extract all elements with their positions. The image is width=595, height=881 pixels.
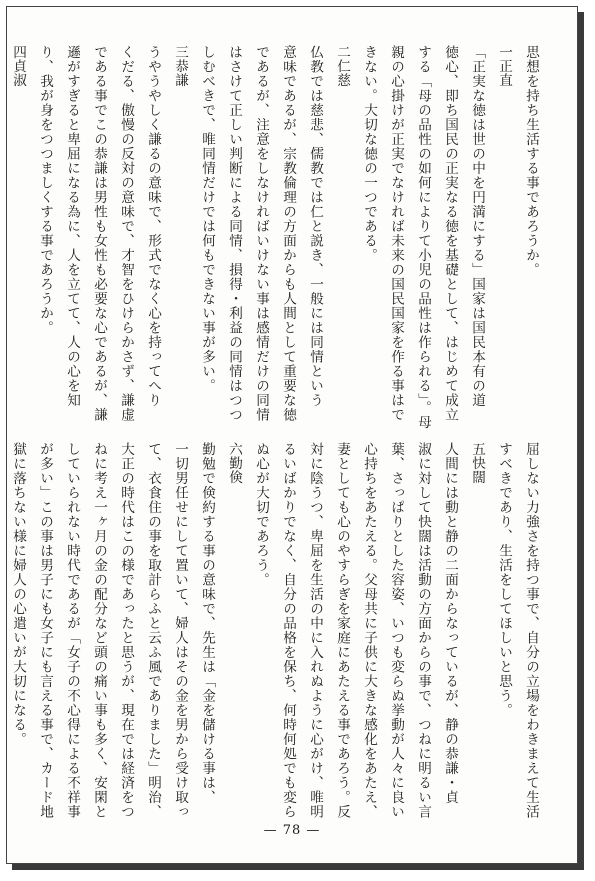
text-column: ぬ心が大切であろう。 (253, 442, 269, 587)
text-column: 意味であるが、宗教倫理の方面からも人間として重要な徳 (280, 45, 296, 422)
section-heading: 五快闊 (469, 442, 485, 485)
text-column: 人間には動と静の二面からなっているが、静の恭謙・貞 (442, 442, 458, 805)
text-column: 一切男任せにして置いて、婦人はその金を男から受け取っ (172, 442, 188, 819)
text-column: 妻としても心のやすらぎを家庭にあたえる事であろう。反 (334, 442, 350, 819)
text-column: 心持ちをあたえる。父母共に子供に大きな感化をあたえ、 (361, 442, 377, 819)
text-column: 徳心、即ち国民の正実なる徳を基礎として、はじめて成立 (442, 45, 458, 422)
text-column: 大正の時代はこの様であったと思うが、現在では経済をつ (118, 442, 134, 819)
text-column: て、衣食住の事を取計らふと云ふ風でありました」明治、 (145, 442, 161, 819)
text-column: 屈しない力強さを持つ事で、自分の立場をわきまえて生活 (523, 442, 539, 819)
text-column: 淑に対して快闊は活動の方面からの事で、つねに明るい言 (415, 442, 431, 819)
text-column (0, 45, 4, 395)
text-column: 葉、さっぱりとした容姿、いつも変らぬ挙動が人々に良い (388, 442, 404, 819)
text-column: 親の心掛けが正実でなければ未来の国民国家を作る事はで (388, 45, 404, 422)
section-heading: 一正直 (496, 45, 512, 88)
text-column: ねに考え一ヶ月の金の配分など頭の痛い事も多く、安閑と (91, 442, 107, 819)
text-column: 遜がすぎると卑屈になる為に、人を立てて、人の心を知 (64, 45, 80, 408)
text-column: していられない時代であるが「女子の不心得による不祥事 (64, 442, 80, 819)
text-column: るいばかりでなく、自分の品格を保ち、何時何処でも変ら (280, 442, 296, 819)
text-column: が多い」この事は男子にも女子にも言える事で、カード地 (37, 442, 53, 819)
text-column: する「母の品性の如何によりて小児の品性は作られる」。母 (415, 45, 431, 430)
text-column: 勤勉で倹約する事の意味で、先生は「金を儲ける事は、 (199, 442, 215, 805)
text-column: であるが、注意をしなければいけない事は感情だけの同情 (253, 45, 269, 422)
text-column: すべきであり、生活をしてほしいと思う。 (496, 442, 512, 718)
section-heading: 六勤倹 (226, 442, 242, 485)
page-number: — 78 — (263, 823, 321, 838)
document-page (6, 6, 578, 864)
text-column: り、我が身をつつましくする事であろうか。 (37, 45, 53, 335)
text-column: くだる、傲慢の反対の意味で、才智をひけらかさず、謙虚 (118, 45, 134, 422)
text-column: である事でこの恭謙は男性も女性も必要な心であるが、謙 (91, 45, 107, 422)
text-column: 「正実な徳は世の中を円満にする」国家は国民本有の道 (469, 45, 485, 408)
text-column: 思想を持ち生活する事であろうか。 (523, 45, 539, 277)
section-heading: 四貞淑 (10, 45, 26, 88)
section-heading: 三恭謙 (172, 45, 188, 88)
text-column: うやうやしく謙るの意味で、形式でなく心を持ってへり (145, 45, 161, 408)
text-column: しむべきで、唯同情だけでは何もできない事が多い。 (199, 45, 215, 393)
text-column: 獄に落ちない様に婦人の心遣いが大切になる。 (10, 442, 26, 747)
text-block-top (0, 45, 544, 430)
text-block-bottom (0, 442, 544, 819)
text-column: はさけて正しい判断による同情、損得・利益の同情はつつ (226, 45, 242, 422)
text-column: 仏教では慈悲、儒教では仁と説き、一般には同情という (307, 45, 323, 408)
text-column: きない。大切な徳の一つである。 (361, 45, 377, 263)
text-column: 対に陰うつ、卑屈を生活の中に入れぬように心がけ、唯明 (307, 442, 323, 819)
section-heading: 二仁慈 (334, 45, 350, 88)
